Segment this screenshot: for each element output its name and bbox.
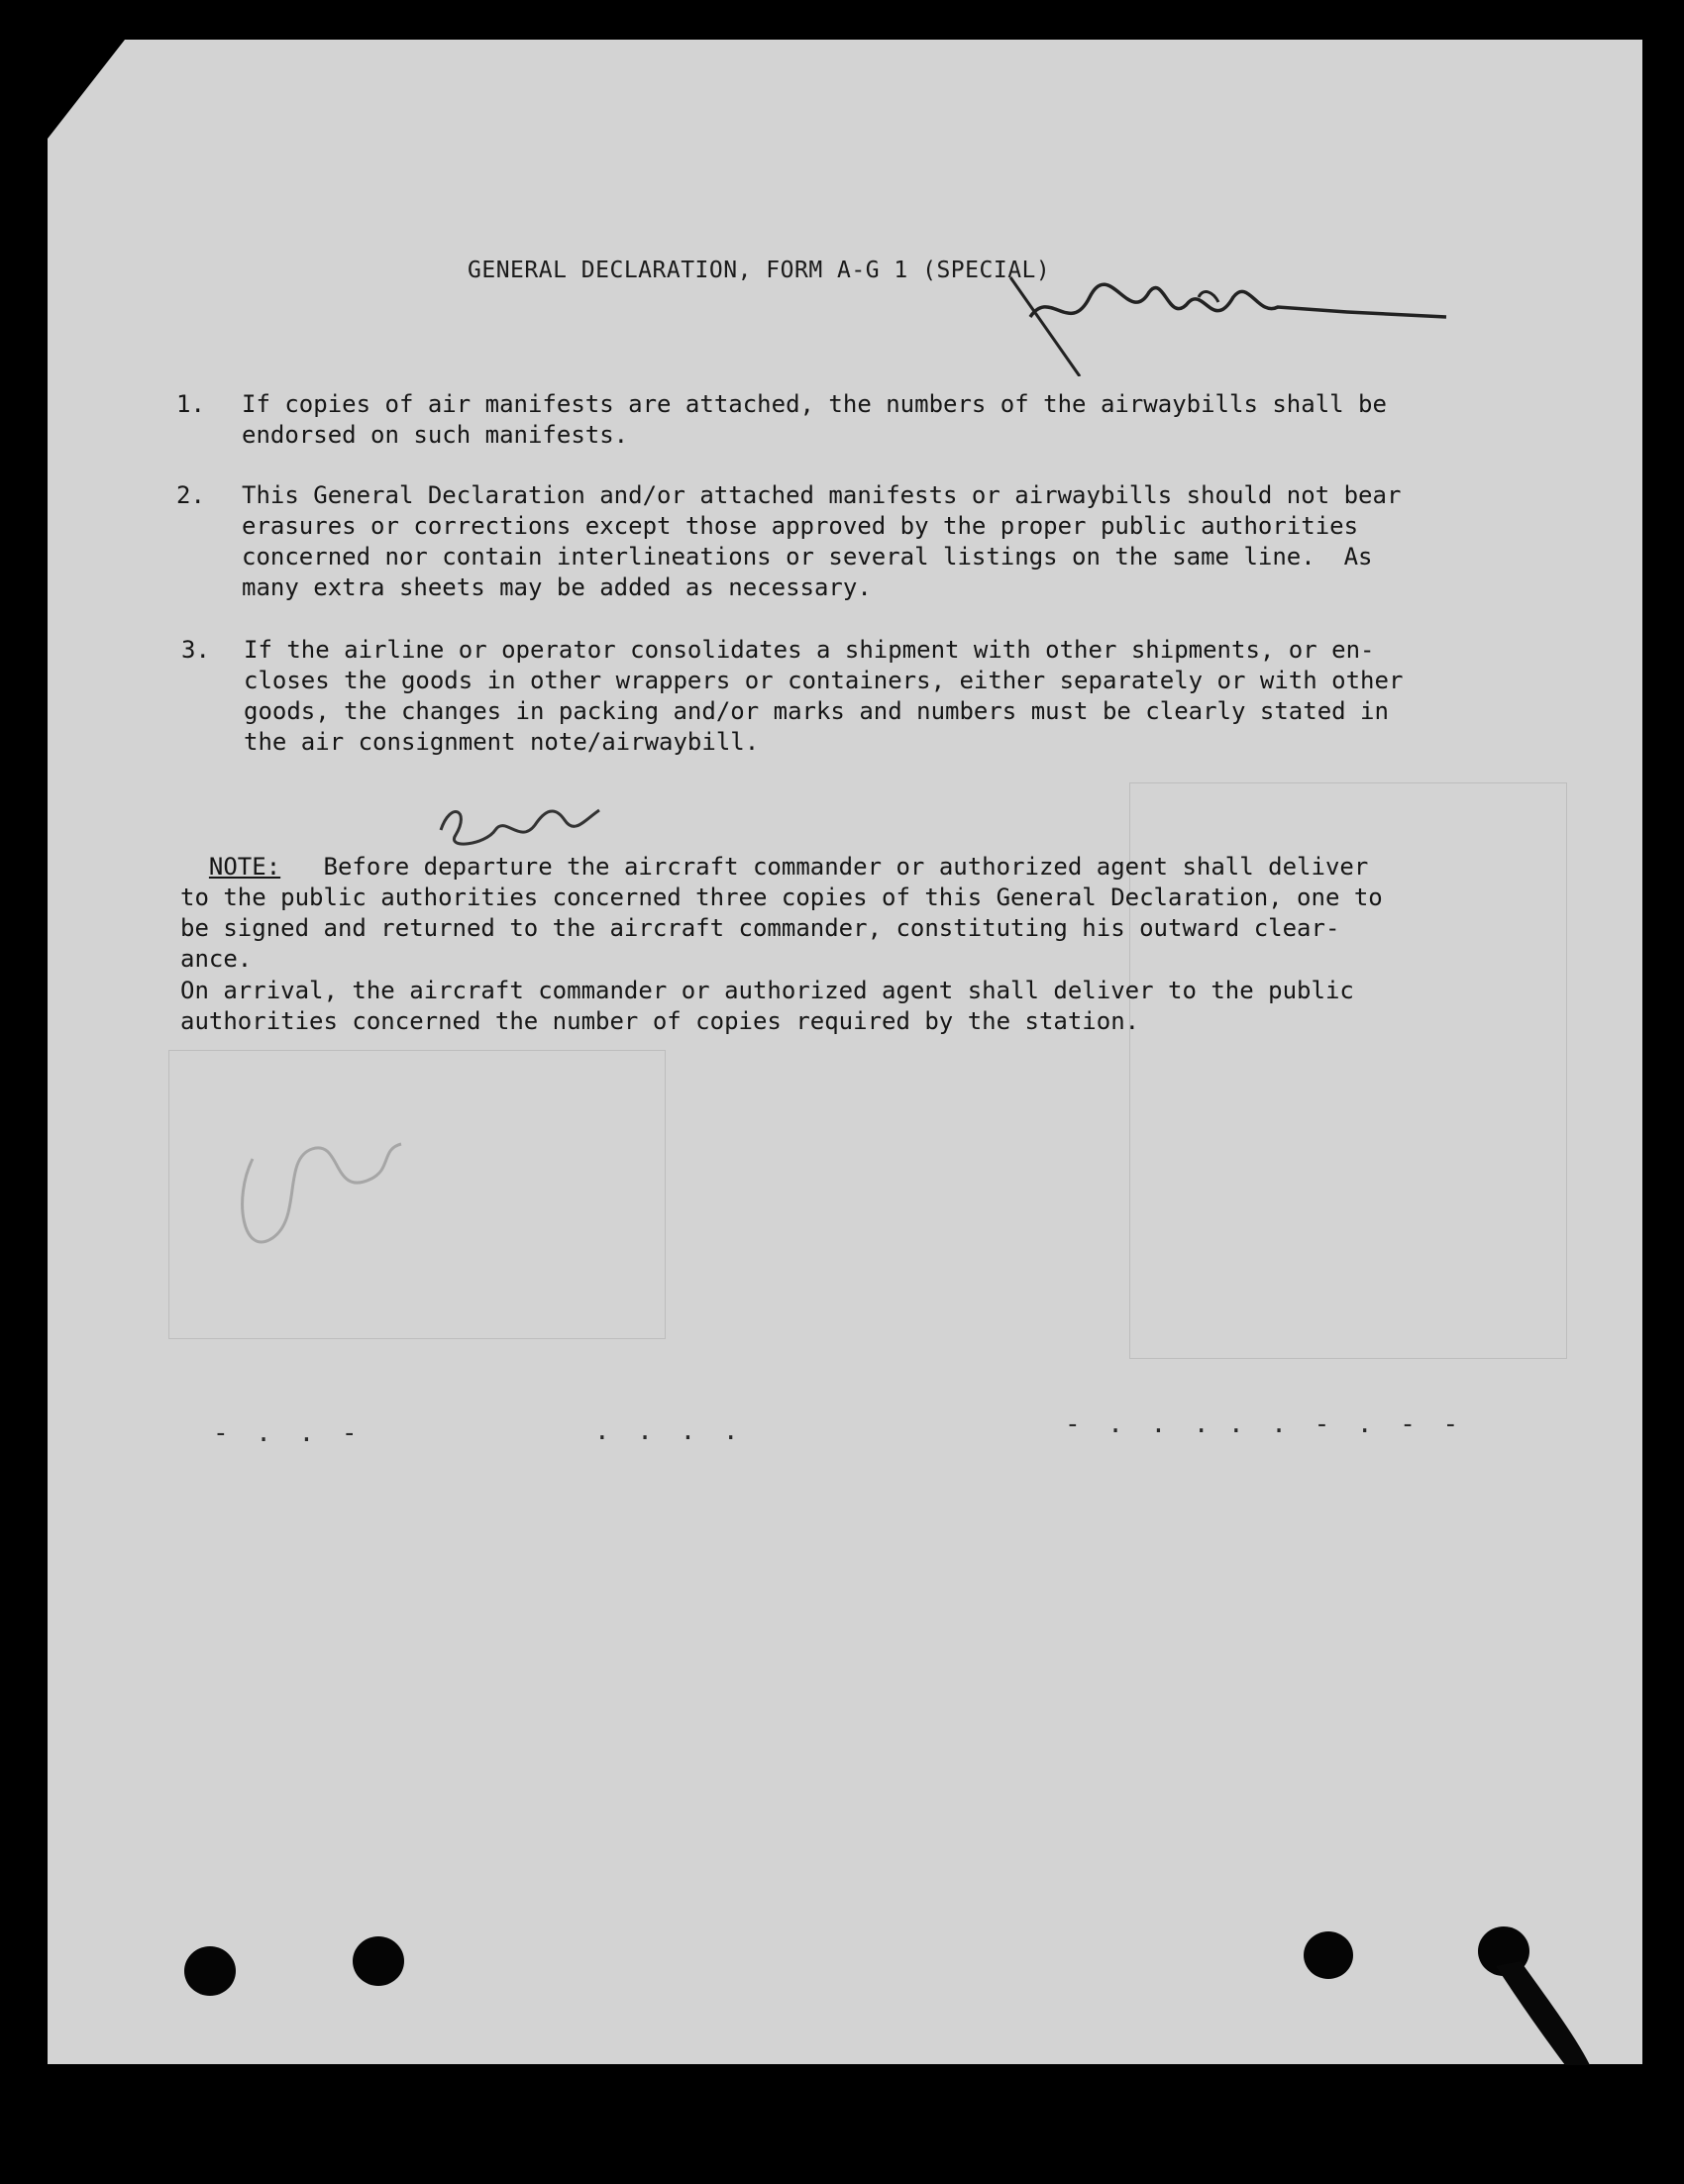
item-number: 2. xyxy=(176,481,205,509)
punch-hole xyxy=(184,1946,236,1996)
arrival-paragraph: On arrival, the aircraft commander or authorized agent shall deliver to the public authorities concerned the number of copies required by the station. xyxy=(180,977,1354,1035)
note-label: NOTE: xyxy=(208,853,281,881)
dotted-line: . . . . xyxy=(594,1416,745,1446)
item-number: 3. xyxy=(181,636,210,664)
ink-smear xyxy=(1486,1956,1595,2070)
dotted-line: - . . - xyxy=(213,1418,364,1448)
item-text: If copies of air manifests are attached, the numbers of the airwaybills shall be endorsed on such manifests. xyxy=(242,390,1387,449)
item-text: If the airline or operator consolidates a shipment with other shipments, or en- closes the goods in other wrappers or containers, either separately or with other goods, the changes in packing and/or marks and numbers must be clearly stated in the air consignment note/airwaybill. xyxy=(244,636,1404,756)
note-paragraph xyxy=(180,821,1383,975)
item-text: This General Declaration and/or attached manifests or airwaybills should not bear erasures or corrections except those approved by the proper public authorities concerned nor contain interlineations or several listings on the same line. As many extra sheets may be added as necessary. xyxy=(242,481,1402,601)
note-text: Before departure the aircraft commander or authorized agent shall deliver to the public authorities concerned three copies of this General Declaration, one to be signed and returned to the aircraft commander, constituting his outward clear- ance. xyxy=(180,853,1383,973)
punch-hole xyxy=(353,1936,404,1986)
handwritten-annotation xyxy=(991,267,1466,376)
bleed-through-signature xyxy=(223,1119,411,1278)
form-title: GENERAL DECLARATION, FORM A-G 1 (SPECIAL) xyxy=(468,258,1051,283)
dotted-line: . . - . - - xyxy=(1228,1409,1465,1439)
item-number: 1. xyxy=(176,390,205,418)
punch-hole xyxy=(1304,1931,1353,1979)
dotted-line: - . . . xyxy=(1065,1409,1215,1439)
